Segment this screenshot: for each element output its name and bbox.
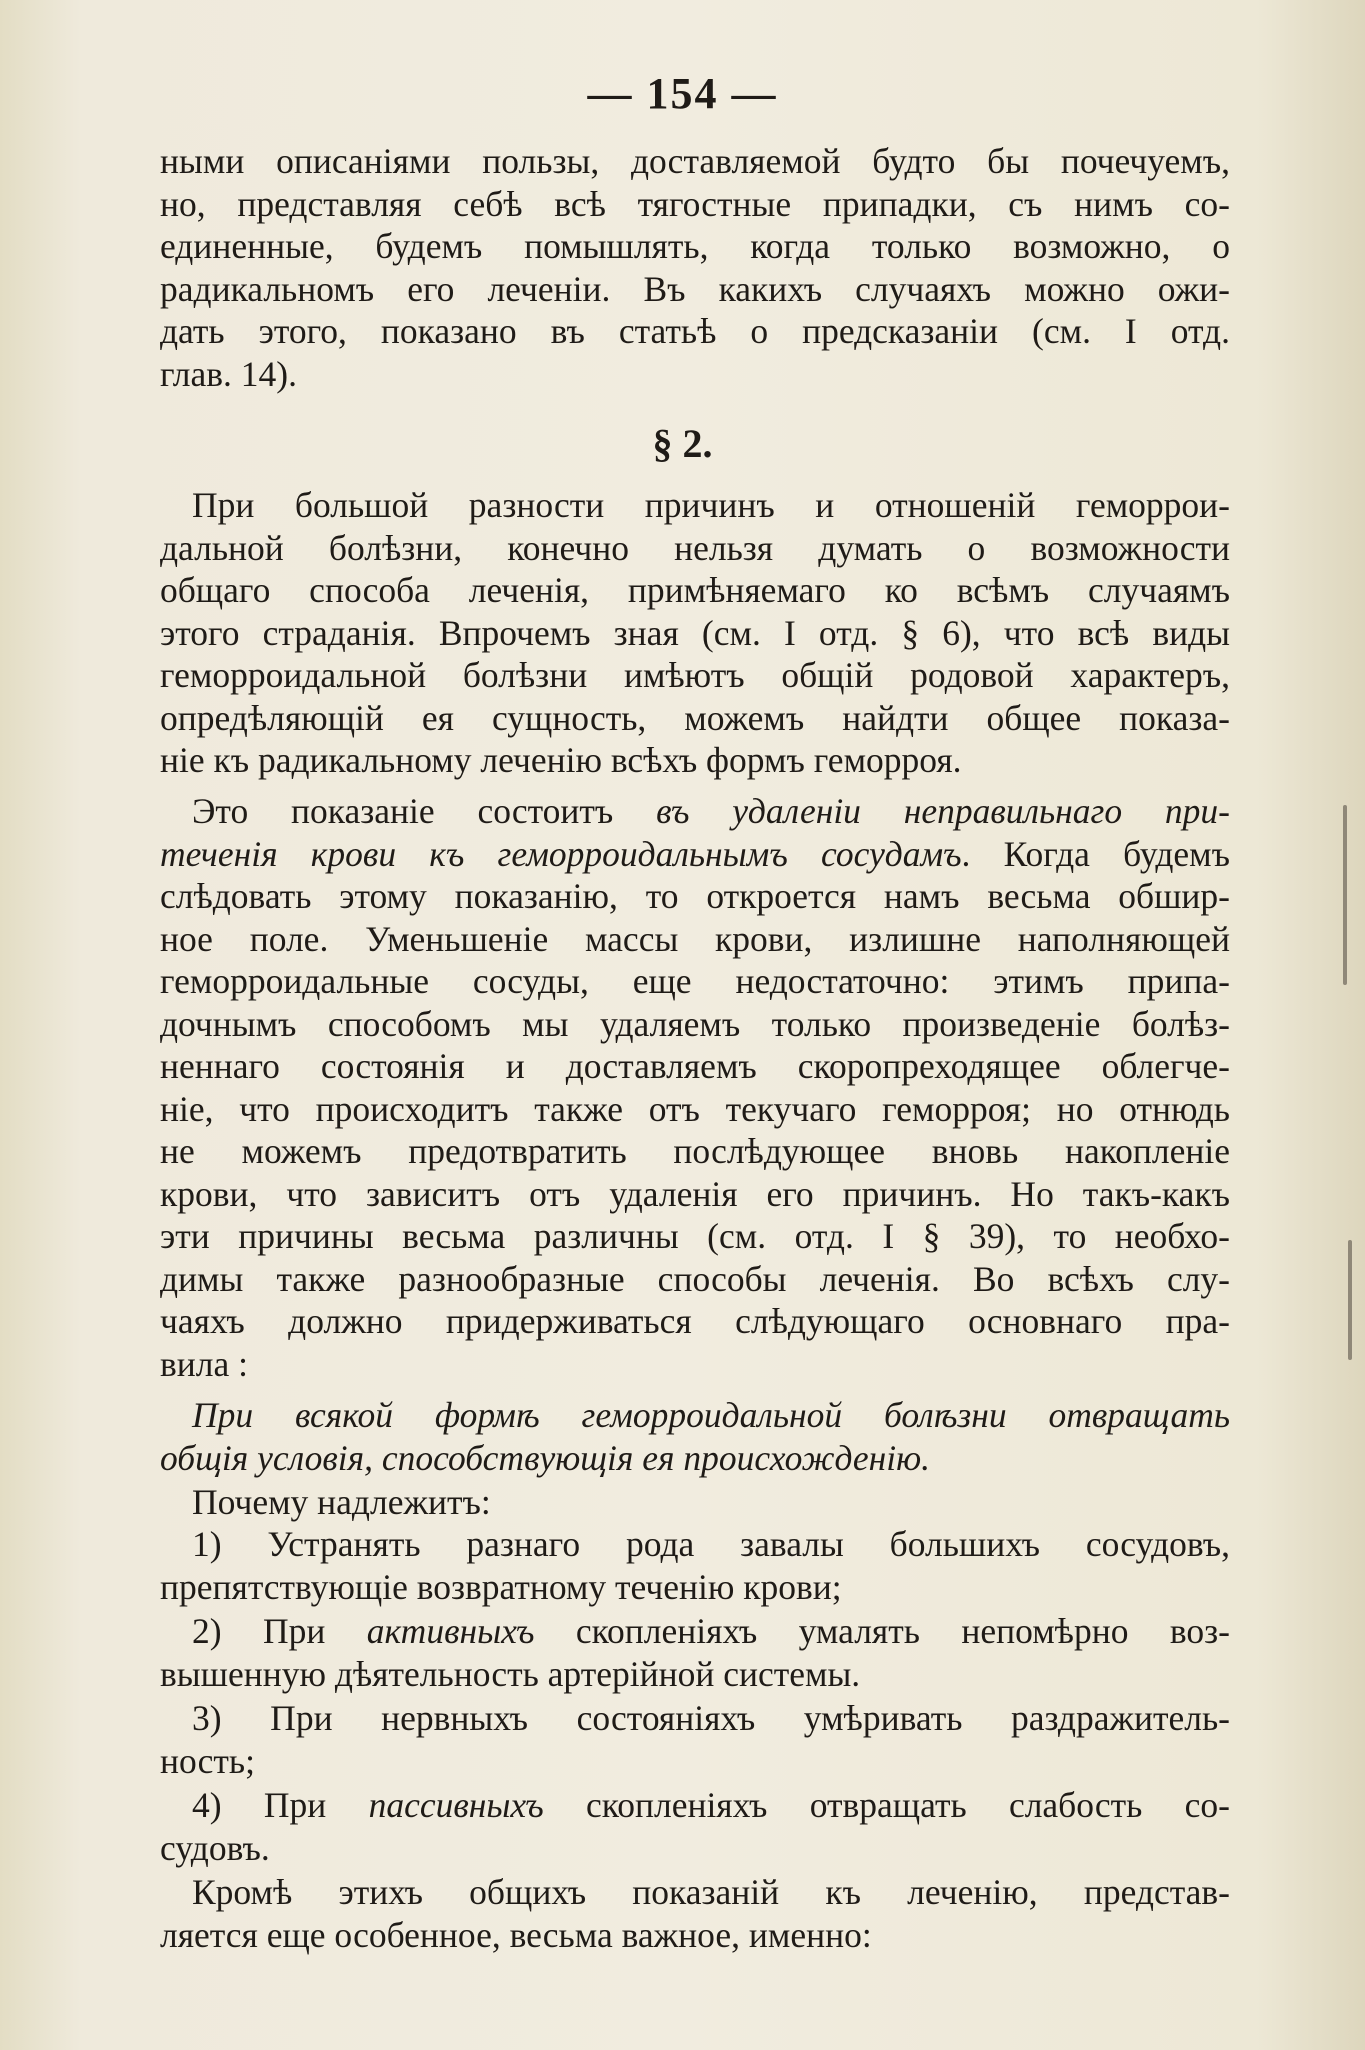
section-heading: § 2. xyxy=(652,421,713,466)
emphasis-text: теченія крови къ геморроидальнымъ сосудамъ xyxy=(160,833,962,874)
emphasis-text: активныхъ xyxy=(366,1611,535,1651)
text-line: опредѣляющій ея сущность, можемъ найдти общее показа- xyxy=(160,697,1230,738)
text-line: геморроидальные сосуды, еще недостаточно: этимъ припа- xyxy=(160,961,1230,1001)
therefore-line xyxy=(160,1481,1230,1524)
text-line: препятствующіе возвратному теченію крови; xyxy=(160,1566,842,1607)
list-item-3 xyxy=(160,1697,1230,1782)
text-line: Почему надлежитъ: xyxy=(192,1482,491,1522)
paragraph-continuation xyxy=(160,140,1230,395)
text-line xyxy=(160,790,1230,833)
text-line: единенные, будемъ помышлять, когда только возможно, о xyxy=(160,226,1230,266)
text-line: ное поле. Уменьшеніе массы крови, излишне наполняющей xyxy=(160,918,1230,959)
text-line xyxy=(160,1610,1230,1653)
text-line: чаяхъ должно придерживаться слѣдующаго основнаго пра- xyxy=(160,1301,1230,1341)
text-fragment: 4) При xyxy=(192,1785,369,1825)
text-line: дать этого, показано въ статьѣ о предсказаніи (см. I отд. xyxy=(160,311,1230,351)
page-edge-mark xyxy=(1343,805,1347,985)
text-line: общаго способа леченія, примѣняемаго ко всѣмъ случаямъ xyxy=(160,570,1230,610)
text-line: дочнымъ способомъ мы удаляемъ только произведеніе болѣз- xyxy=(160,1003,1230,1044)
paragraph-closing xyxy=(160,1871,1230,1956)
text-line: судовъ. xyxy=(160,1827,270,1868)
text-line: но, представляя себѣ всѣ тягостные припадки, съ нимъ со- xyxy=(160,183,1230,224)
text-line: слѣдовать этому показанію, то откроется намъ весьма обшир- xyxy=(160,876,1230,916)
text-line: 1) Устранять разнаго рода завалы большихъ сосудовъ, xyxy=(192,1524,1230,1564)
emphasis-text: общія условія, способствующія ея происхожденію. xyxy=(160,1437,931,1478)
emphasis-text: пассивныхъ xyxy=(368,1785,544,1825)
text-line: вышенную дѣятельность артерійной системы. xyxy=(160,1653,861,1694)
text-line: ніе къ радикальному леченію всѣхъ формъ геморроя. xyxy=(160,740,962,780)
text-line xyxy=(160,1394,1230,1437)
text-line: крови, что зависитъ отъ удаленія его причинъ. Но такъ-какъ xyxy=(160,1173,1230,1214)
text-line: радикальномъ его леченіи. Въ какихъ случаяхъ можно ожи- xyxy=(160,268,1230,309)
text-line: ными описаніями пользы, доставляемой будто бы почечуемъ, xyxy=(160,141,1230,181)
text-line: глав. 14). xyxy=(160,353,297,394)
text-fragment: Это показаніе состоитъ xyxy=(192,791,657,831)
text-line: 3) При нервныхъ состояніяхъ умѣривать раздражитель- xyxy=(192,1698,1230,1738)
paragraph-1 xyxy=(160,484,1230,782)
emphasis-text: При всякой формѣ геморроидальной болѣзни отвращать xyxy=(192,1395,1230,1435)
list-item-1 xyxy=(160,1523,1230,1608)
text-fragment: скопленіяхъ умалять непомѣрно воз- xyxy=(534,1611,1230,1651)
list-item-4 xyxy=(160,1784,1230,1869)
paragraph-2 xyxy=(160,790,1230,1385)
page-number: — 154 — xyxy=(587,69,778,118)
text-line: не можемъ предотвратить послѣдующее вновь накопленіе xyxy=(160,1131,1230,1171)
text-line: При большой разности причинъ и отношеній геморрои- xyxy=(192,485,1230,525)
emphasis-text: въ удаленіи неправильнаго при- xyxy=(656,791,1230,831)
text-line: неннаго состоянія и доставляемъ скоропреходящее облегче- xyxy=(160,1046,1230,1086)
rule-italic xyxy=(160,1394,1230,1479)
text-line: эти причины весьма различны (см. отд. I § 39), то необхо- xyxy=(160,1216,1230,1256)
text-line xyxy=(160,833,1230,876)
text-line: геморроидальной болѣзни имѣютъ общій родовой характеръ, xyxy=(160,655,1230,695)
text-line xyxy=(160,1437,1230,1480)
text-line: Кромѣ этихъ общихъ показаній къ леченію, представ- xyxy=(192,1872,1230,1912)
text-fragment: . Когда будемъ xyxy=(961,833,1230,874)
text-line: ніе, что происходитъ также отъ текучаго геморроя; но отнюдь xyxy=(160,1088,1230,1129)
text-line: этого страданія. Впрочемъ зная (см. I отд. § 6), что всѣ виды xyxy=(160,612,1230,653)
page-edge-mark xyxy=(1348,1240,1352,1360)
text-line: дальной болѣзни, конечно нельзя думать о возможности xyxy=(160,527,1230,568)
text-line: вила : xyxy=(160,1343,248,1384)
text-line: ность; xyxy=(160,1740,255,1781)
list-item-2 xyxy=(160,1610,1230,1695)
text-line xyxy=(160,1784,1230,1827)
text-line: димы также разнообразные способы леченія. Во всѣхъ слу- xyxy=(160,1258,1230,1299)
text-fragment: скопленіяхъ отвращать слабость со- xyxy=(543,1785,1230,1825)
text-line: ляется еще особенное, весьма важное, именно: xyxy=(160,1914,872,1955)
text-fragment: 2) При xyxy=(192,1611,367,1651)
